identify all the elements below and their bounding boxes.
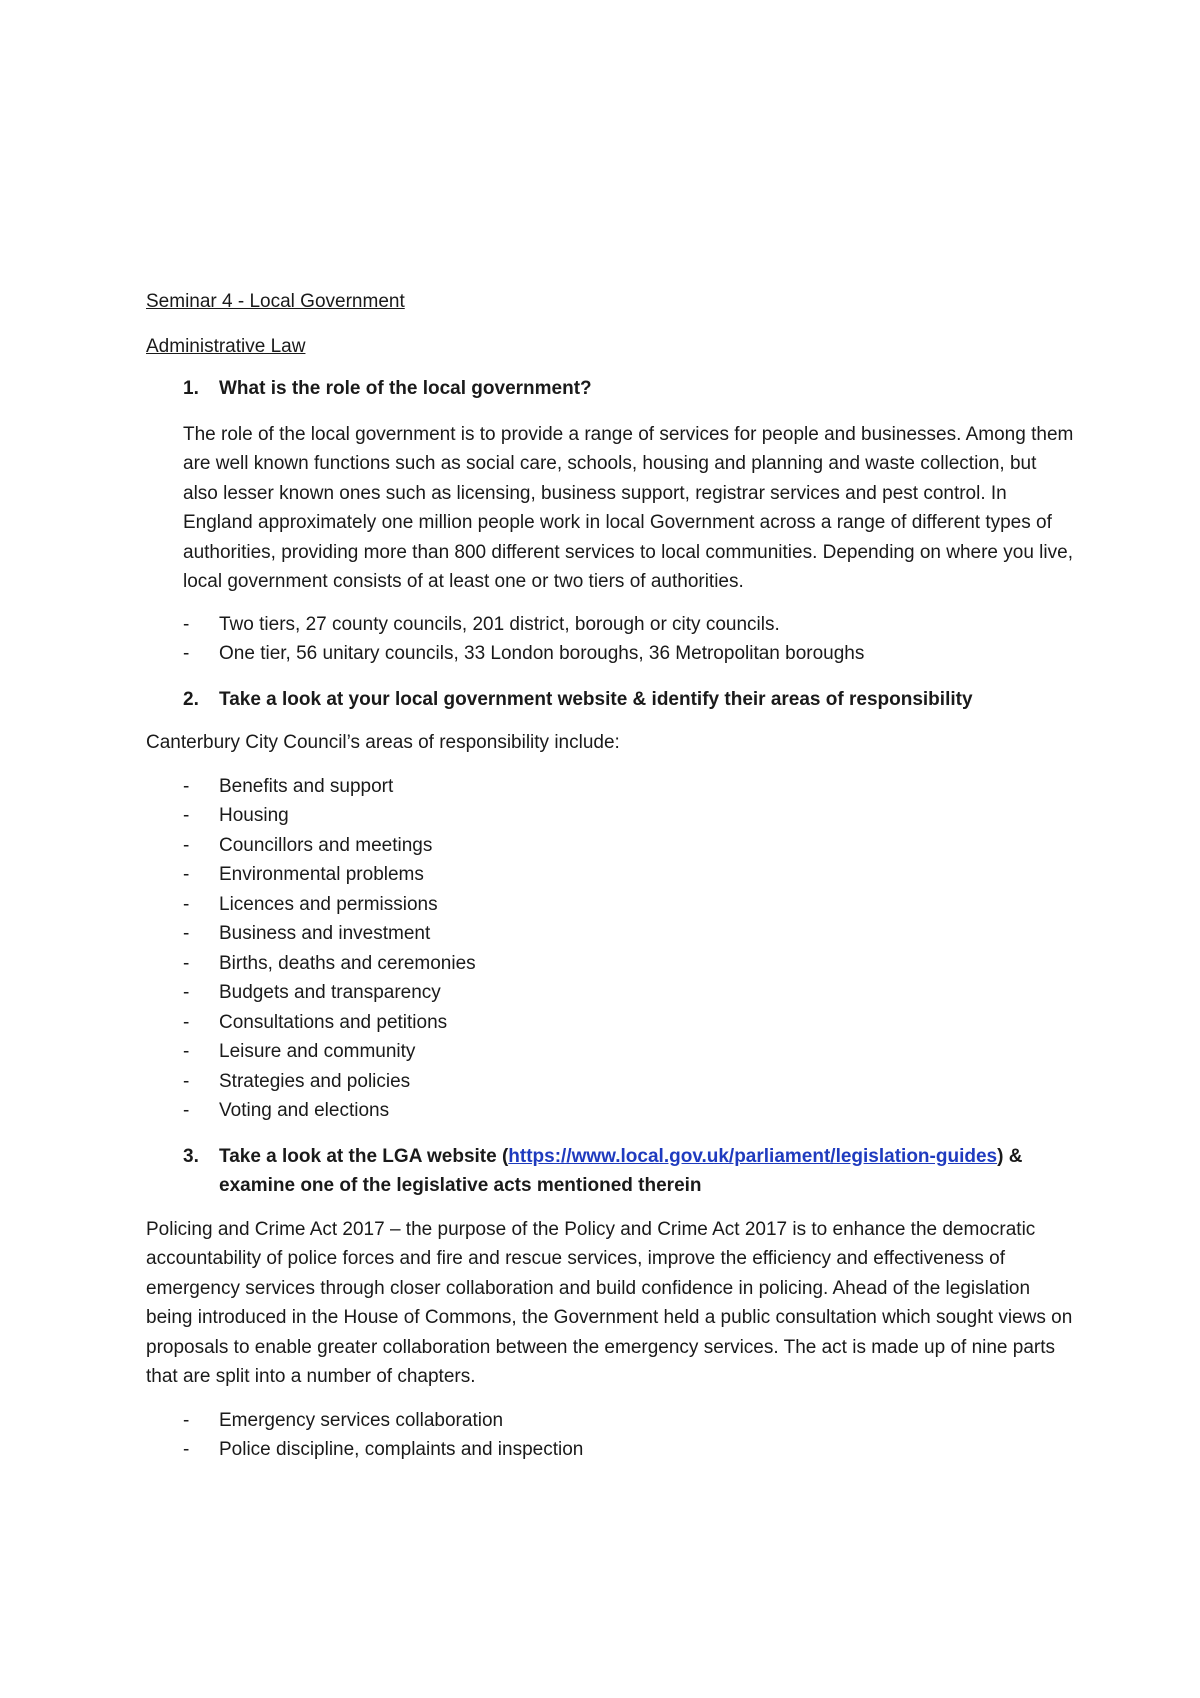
question-3-heading [146, 1142, 1076, 1201]
list-item-text: Environmental problems [219, 864, 424, 885]
list-item-text: Strategies and policies [219, 1070, 411, 1092]
question-text [219, 1142, 1076, 1201]
document-subtitle: Administrative Law [146, 335, 306, 357]
list-item [146, 860, 1076, 890]
list-item-text: Benefits and support [219, 775, 394, 797]
dash-bullet: - [183, 613, 190, 635]
dash-bullet: - [183, 982, 190, 1003]
list-item [146, 772, 1076, 802]
question-3-answer: Policing and Crime Act 2017 – the purpose of the Policy and Crime Act 2017 is to enhance the democratic accountability of police forces and fire and rescue services, improve the efficiency and effectiveness of emergency services through closer collaboration and build confidence in policing. Ahead of the legislation being introduced in the House of Commons, the Government held a public consultation which sought views on proposals to enable greater collaboration between the emergency services. The act is made up of nine parts that are split into a number of chapters. [146, 1218, 1073, 1387]
dash-bullet: - [183, 1439, 190, 1460]
dash-bullet: - [183, 834, 190, 856]
list-item-text: Licences and permissions [219, 893, 438, 915]
list-item [146, 639, 1076, 669]
dash-bullet: - [183, 952, 190, 974]
list-item [146, 1406, 1076, 1436]
question-1-answer: The role of the local government is to provide a range of services for people and businesses. Among them are well known functions such as social care, schools, housing and planning and waste collection, but also lesser known ones such as licensing, business support, registrar services and pest control. In England approximately one million people work in local Government across a range of different types of authorities, providing more than 800 different services to local communities. Depending on where you live, local government consists of at least one or two tiers of authorities. [183, 423, 1074, 592]
dash-bullet: - [183, 1041, 190, 1062]
list-item-text: Housing [219, 805, 289, 826]
list-item [146, 919, 1076, 949]
list-item-text: Business and investment [219, 923, 431, 944]
list-item [146, 1096, 1076, 1126]
list-item [146, 1067, 1076, 1097]
list-item [146, 949, 1076, 979]
dash-bullet: - [183, 1011, 190, 1033]
dash-bullet: - [183, 775, 190, 797]
list-item-text: Emergency services collaboration [219, 1409, 504, 1431]
list-item-text: Councillors and meetings [219, 834, 433, 856]
list-item-text: Budgets and transparency [219, 982, 441, 1003]
question-prefix: Take a look at the LGA website ( [219, 1145, 509, 1167]
list-item [146, 831, 1076, 861]
list-item-text: One tier, 56 unitary councils, 33 London boroughs, 36 Metropolitan boroughs [219, 643, 865, 664]
lga-website-link[interactable]: https://www.local.gov.uk/parliament/legislation-guides [508, 1145, 998, 1167]
dash-bullet: - [183, 643, 190, 664]
question-2-heading [146, 685, 1076, 715]
responsibility-list [146, 772, 1076, 1126]
list-item-text: Two tiers, 27 county councils, 201 district, borough or city councils. [219, 613, 780, 635]
dash-bullet: - [183, 805, 190, 826]
question-text: Take a look at your local government website & identify their areas of responsibility [219, 688, 973, 710]
dash-bullet: - [183, 1070, 190, 1092]
list-item [146, 1435, 1076, 1465]
question-1-tier-list [146, 610, 1076, 669]
list-item-text: Leisure and community [219, 1041, 416, 1062]
list-item [146, 801, 1076, 831]
act-parts-list [146, 1406, 1076, 1465]
dash-bullet: - [183, 893, 190, 915]
dash-bullet: - [183, 923, 190, 944]
dash-bullet: - [183, 864, 190, 885]
list-item [146, 978, 1076, 1008]
document-title: Seminar 4 - Local Government [146, 291, 405, 312]
question-1-heading [146, 374, 1076, 404]
list-item [146, 1037, 1076, 1067]
list-item [146, 890, 1076, 920]
list-item [146, 1008, 1076, 1038]
list-item-text: Voting and elections [219, 1100, 390, 1121]
question-number: 1. [183, 378, 199, 399]
question-2-intro: Canterbury City Council’s areas of responsibility include: [146, 732, 620, 753]
dash-bullet: - [183, 1100, 190, 1121]
question-suffix: ) & examine one of the legislative acts mentioned therein [219, 1145, 1023, 1196]
list-item-text: Consultations and petitions [219, 1011, 448, 1033]
question-number: 2. [183, 688, 199, 710]
document-body [146, 287, 1076, 1465]
list-item [146, 610, 1076, 640]
list-item-text: Births, deaths and ceremonies [219, 952, 476, 974]
question-number: 3. [183, 1145, 199, 1167]
question-text: What is the role of the local government? [219, 378, 592, 399]
list-item-text: Police discipline, complaints and inspection [219, 1439, 584, 1460]
dash-bullet: - [183, 1409, 190, 1431]
